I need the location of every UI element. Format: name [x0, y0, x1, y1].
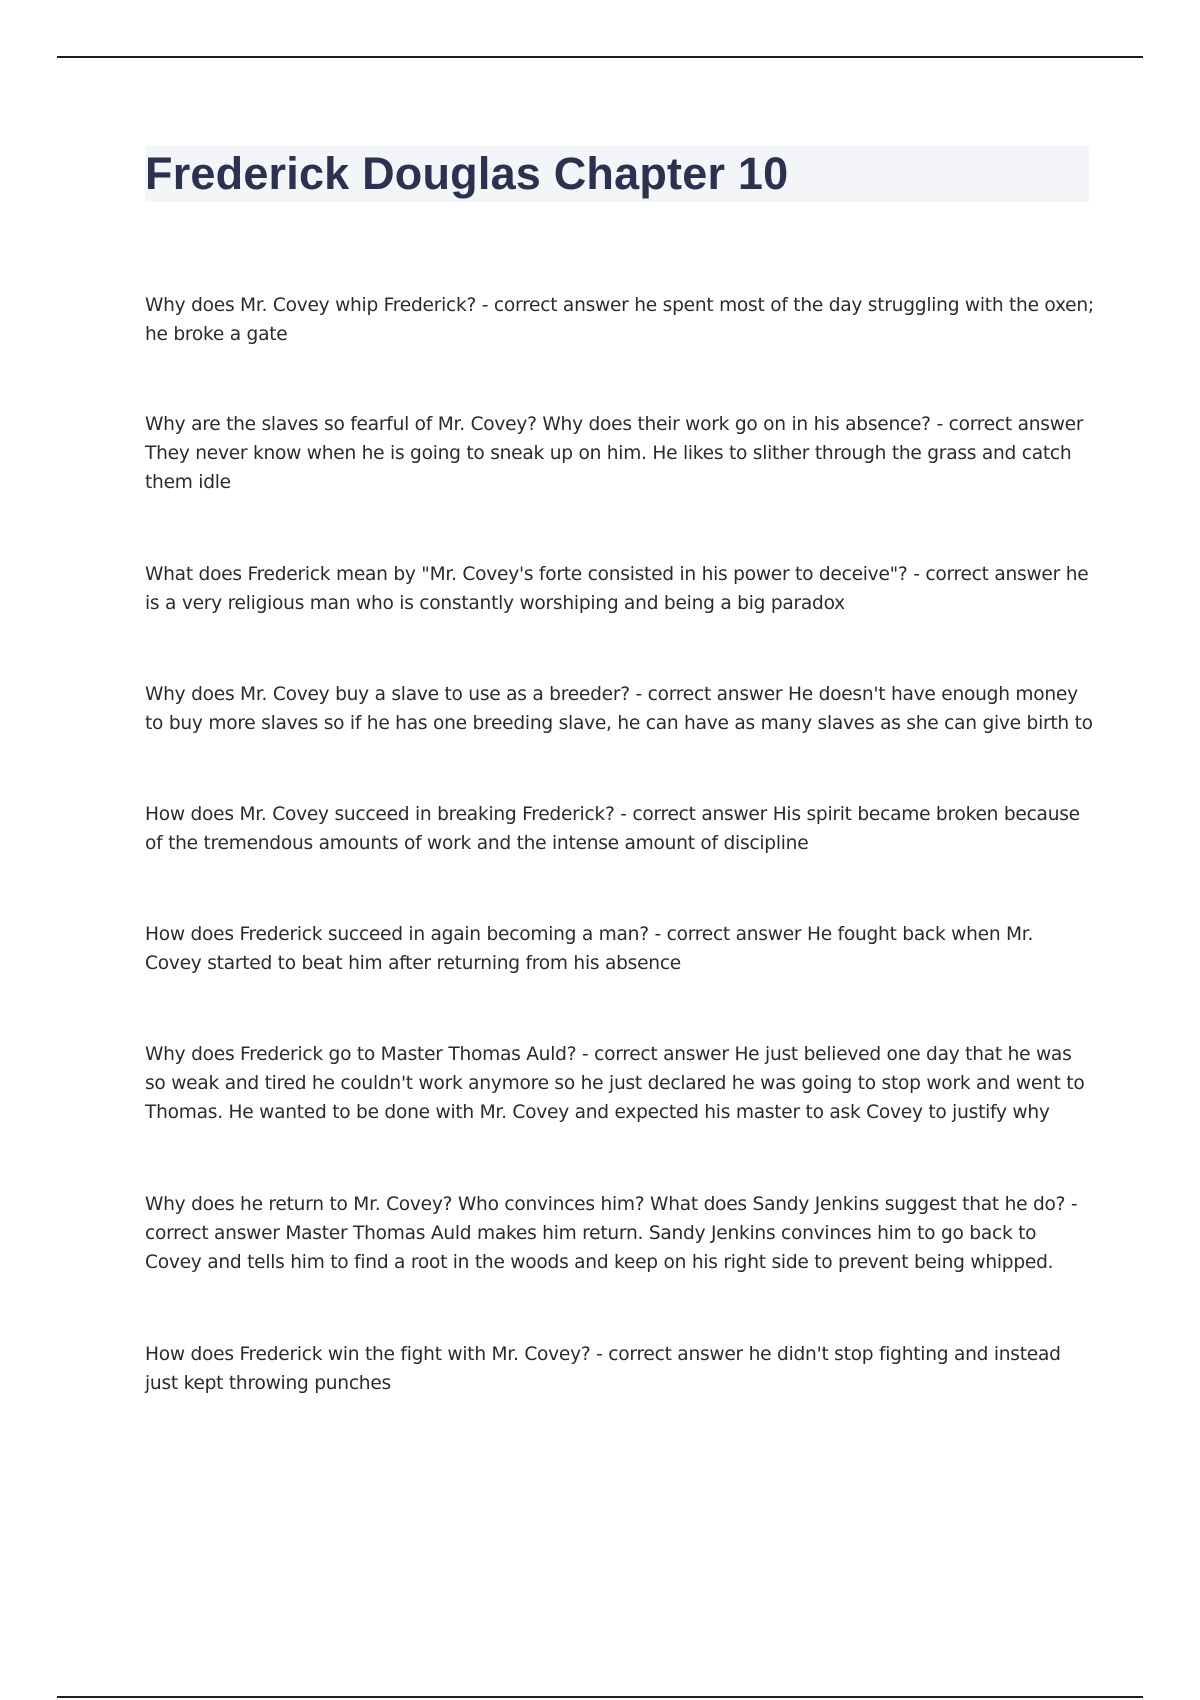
question-text: Why does Mr. Covey whip Frederick? -	[145, 295, 494, 316]
answer-label: correct answer	[493, 295, 629, 316]
answer-text: His spirit became broken because of the tremendous amounts of work and the intense amount of discipline	[145, 804, 1080, 854]
qa-item	[145, 291, 1095, 349]
answer-label: correct answer	[925, 564, 1061, 585]
bottom-rule	[57, 1696, 1143, 1698]
answer-label: correct answer	[647, 684, 783, 705]
question-text: How does Frederick win the fight with Mr. Covey? -	[145, 1344, 608, 1365]
answer-label: correct answer	[608, 1344, 743, 1365]
top-rule	[57, 56, 1143, 58]
qa-item	[145, 560, 1095, 618]
qa-item	[145, 920, 1095, 978]
question-text: Why are the slaves so fearful of Mr. Covey? Why does their work go on in his absence? -	[145, 414, 949, 435]
answer-text: He just believed one day that he was so weak and tired he couldn't work anymore so he just declared he was going to stop work and went to Thomas. He wanted to be done with Mr. Covey and expected his master to ask Covey to justify why	[145, 1044, 1085, 1123]
page-title: Frederick Douglas Chapter 10	[145, 148, 789, 199]
qa-item	[145, 1340, 1095, 1398]
answer-text: he didn't stop fighting and instead just kept throwing punches	[145, 1344, 1061, 1394]
question-text: Why does he return to Mr. Covey? Who convinces him? What does Sandy Jenkins suggest that he do? -	[145, 1194, 1077, 1215]
answer-text: He fought back when Mr. Covey started to beat him after returning from his absence	[145, 924, 1034, 974]
question-text: Why does Frederick go to Master Thomas Auld? -	[145, 1044, 594, 1065]
answer-label: correct answer	[948, 414, 1084, 435]
answer-text: He doesn't have enough money to buy more slaves so if he has one breeding slave, he can have as many slaves as she can give birth to	[145, 684, 1093, 734]
answer-label: correct answer	[666, 924, 802, 945]
question-text: What does Frederick mean by "Mr. Covey's forte consisted in his power to deceive"? -	[145, 564, 925, 585]
answer-label: correct answer	[145, 1223, 280, 1244]
question-text: How does Mr. Covey succeed in breaking Frederick? -	[145, 804, 632, 825]
answer-text: They never know when he is going to sneak up on him. He likes to slither through the grass and catch them idle	[145, 443, 1072, 493]
question-text: How does Frederick succeed in again becoming a man? -	[145, 924, 667, 945]
qa-item	[145, 410, 1095, 497]
answer-label: correct answer	[632, 804, 768, 825]
qa-item	[145, 680, 1095, 738]
answer-text: Master Thomas Auld makes him return. Sandy Jenkins convinces him to go back to Covey and tells him to find a root in the woods and keep on his right side to prevent being whipped.	[145, 1223, 1054, 1273]
qa-item	[145, 1190, 1095, 1277]
answer-text: he spent most of the day struggling with the oxen; he broke a gate	[145, 295, 1094, 345]
answer-text: he is a very religious man who is constantly worshiping and being a big paradox	[145, 564, 1089, 614]
question-text: Why does Mr. Covey buy a slave to use as a breeder? -	[145, 684, 648, 705]
qa-item	[145, 1040, 1095, 1127]
answer-label: correct answer	[594, 1044, 729, 1065]
qa-item	[145, 800, 1095, 858]
